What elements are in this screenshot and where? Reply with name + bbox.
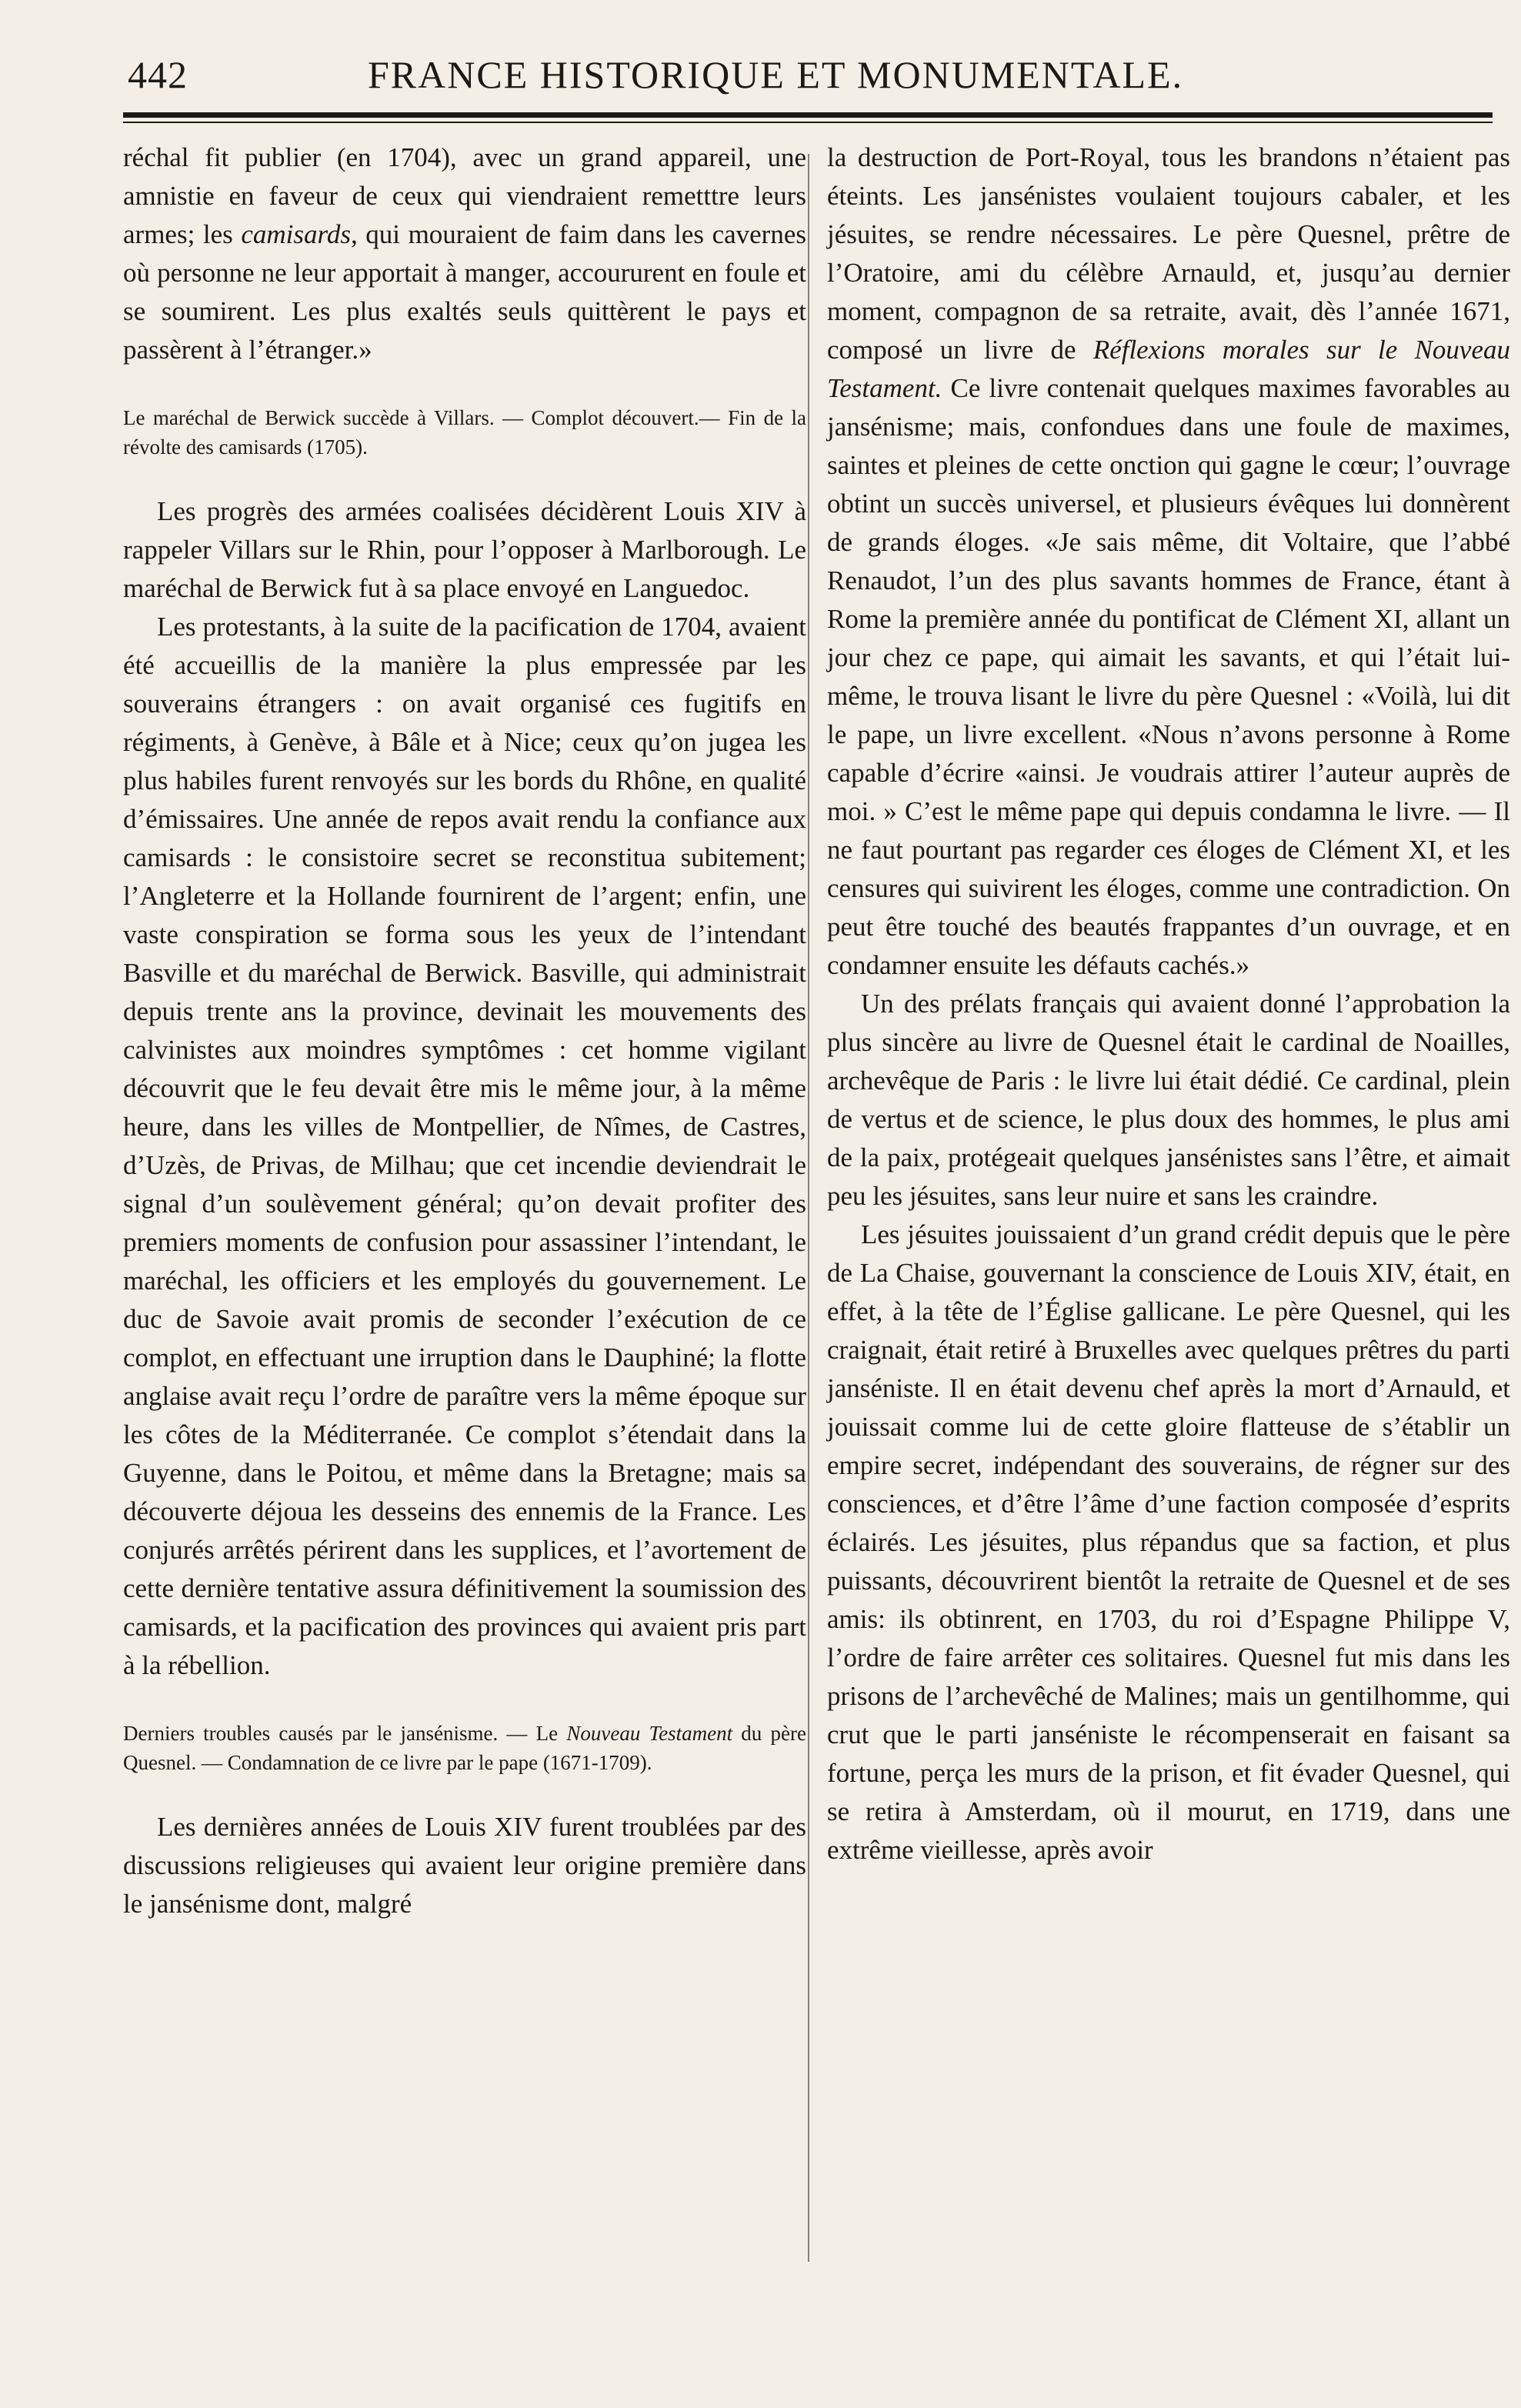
right-paragraph-1: la destruction de Port-Royal, tous les brandons n’étaient pas éteints. Les jansénistes voulaient toujours cabaler, et les jésuites, se rendre nécessaires. Le père Quesnel, prêtre de l’Oratoire, ami du célèbre Arnauld, et, jusqu’au dernier moment, compagnon de sa retraite, avait, dès l’année 1671, composé un livre de Réflexions morales sur le Nouveau Testament. Ce livre contenait quelques maximes favorables au jansénisme; mais, confondues dans une foule de maximes, saintes et pleines de cette onction qui gagne le cœur; l’ouvrage obtint un succès universel, et plusieurs évêques lui donnèrent de grands éloges. «Je sais même, dit Voltaire, que l’abbé Renaudot, l’un des plus savants hommes de France, étant à Rome la première année du pontificat de Clément XI, allant un jour chez ce pape, qui aimait les savants, et qui l’était lui-même, le trouva lisant le livre du père Quesnel : «Voilà, lui dit le pape, un livre excellent. «Nous n’avons personne à Rome capable d’écrire «ainsi. Je voudrais attirer l’auteur auprès de moi. » C’est le même pape qui depuis condamna le livre. — Il ne faut pourtant pas regarder ces éloges de Clément XI, et les censures qui suivirent les éloges, comme une contradiction. On peut être touché des beautés frappantes d’un ouvrage, et en condamner ensuite les défauts cachés.»	[827, 142, 1510, 980]
left-column	[123, 138, 806, 1923]
section-summary-jansenism: Derniers troubles causés par le jansénisme. — Le Nouveau Testament du père Quesnel. — Condamnation de ce livre par le pape (1671-1709).	[123, 1722, 806, 1774]
column-divider	[808, 154, 809, 2262]
page-number: 442	[128, 53, 188, 96]
right-paragraph-2: Un des prélats français qui avaient donné l’approbation la plus sincère au livre de Quesnel était le cardinal de Noailles, archevêque de Paris : le livre lui était dédié. Ce cardinal, plein de vertus et de science, le plus doux des hommes, le plus ami de la paix, protégeait quelques jansénistes sans l’être, et aimait peu les jésuites, sans leur nuire et sans les craindre.	[827, 989, 1510, 1211]
right-column	[827, 138, 1510, 1869]
header-rule-thin	[123, 122, 1493, 123]
left-paragraph-4: Les dernières années de Louis XIV furent troublées par des discussions religieuses qui avaient leur origine première dans le jansénisme dont, malgré	[123, 1812, 806, 1919]
section-summary-berwick: Le maréchal de Berwick succède à Villars. — Complot découvert.— Fin de la révolte des camisards (1705).	[123, 406, 806, 459]
header-rule-thick	[123, 112, 1493, 118]
left-paragraph-1: réchal fit publier (en 1704), avec un grand appareil, une amnistie en faveur de ceux qui viendraient remetttre leurs armes; les camisards, qui mouraient de faim dans les cavernes où personne ne leur apportait à manger, accoururent en foule et se soumirent. Les plus exaltés seuls quittèrent le pays et passèrent à l’étranger.»	[123, 142, 806, 365]
page-header	[123, 48, 1493, 109]
left-paragraph-2: Les progrès des armées coalisées décidèrent Louis XIV à rappeler Villars sur le Rhin, pour l’opposer à Marlborough. Le maréchal de Berwick fut à sa place envoyé en Languedoc.	[123, 496, 806, 603]
running-title: FRANCE HISTORIQUE ET MONUMENTALE.	[368, 53, 1184, 96]
left-paragraph-3: Les protestants, à la suite de la pacification de 1704, avaient été accueillis de la manière la plus empressée par les souverains étrangers : on avait organisé ces fugitifs en régiments, à Genève, à Bâle et à Nice; ceux qu’on jugea les plus habiles furent renvoyés sur les bords du Rhône, en qualité d’émissaires. Une année de repos avait rendu la confiance aux camisards : le consistoire secret se reconstitua subitement; l’Angleterre et la Hollande fournirent de l’argent; enfin, une vaste conspiration se forma sous les yeux de l’intendant Basville et du maréchal de Berwick. Basville, qui administrait depuis trente ans la province, devinait les mouvements des calvinistes aux moindres symptômes : cet homme vigilant découvrit que le feu devait être mis le même jour, à la même heure, dans les villes de Montpellier, de Nîmes, de Castres, d’Uzès, de Privas, de Milhau; que cet incendie deviendrait le signal d’un soulèvement général; qu’on devait profiter des premiers moments de confusion pour assassiner l’intendant, le maréchal, les officiers et les employés du gouvernement. Le duc de Savoie avait promis de seconder l’exécution de ce complot, en effectuant une irruption dans le Dauphiné; la flotte anglaise avait reçu l’ordre de paraître vers la même époque sur les côtes de la Méditerranée. Ce complot s’étendait dans la Guyenne, dans le Poitou, et même dans la Bretagne; mais sa découverte déjoua les desseins des ennemis de la France. Les conjurés arrêtés périrent dans les supplices, et l’avortement de cette dernière tentative assura définitivement la soumission des camisards, et la pacification des provinces qui avaient pris part à la rébellion.	[123, 612, 806, 1680]
right-paragraph-3: Les jésuites jouissaient d’un grand crédit depuis que le père de La Chaise, gouvernant la conscience de Louis XIV, était, en effet, à la tête de l’Église gallicane. Le père Quesnel, qui les craignait, était retiré à Bruxelles avec quelques prêtres du parti janséniste. Il en était devenu chef après la mort d’Arnauld, et jouissait comme lui de cette gloire flatteuse de s’établir un empire secret, indépendant des souverains, de régner sur des consciences, et d’être l’âme d’une faction composée d’esprits éclairés. Les jésuites, plus répandus que sa faction, et plus puissants, découvrirent bientôt la retraite de Quesnel et de ses amis: ils obtinrent, en 1703, du roi d’Espagne Philippe V, l’ordre de faire arrêter ces solitaires. Quesnel fut mis dans les prisons de l’archevêché de Malines; mais un gentilhomme, qui crut que le parti janséniste le récompenserait en faisant sa fortune, perça les murs de la prison, et fit évader Quesnel, qui se retira à Amsterdam, où il mourut, en 1719, dans une extrême vieillesse, après avoir	[827, 1219, 1510, 1865]
